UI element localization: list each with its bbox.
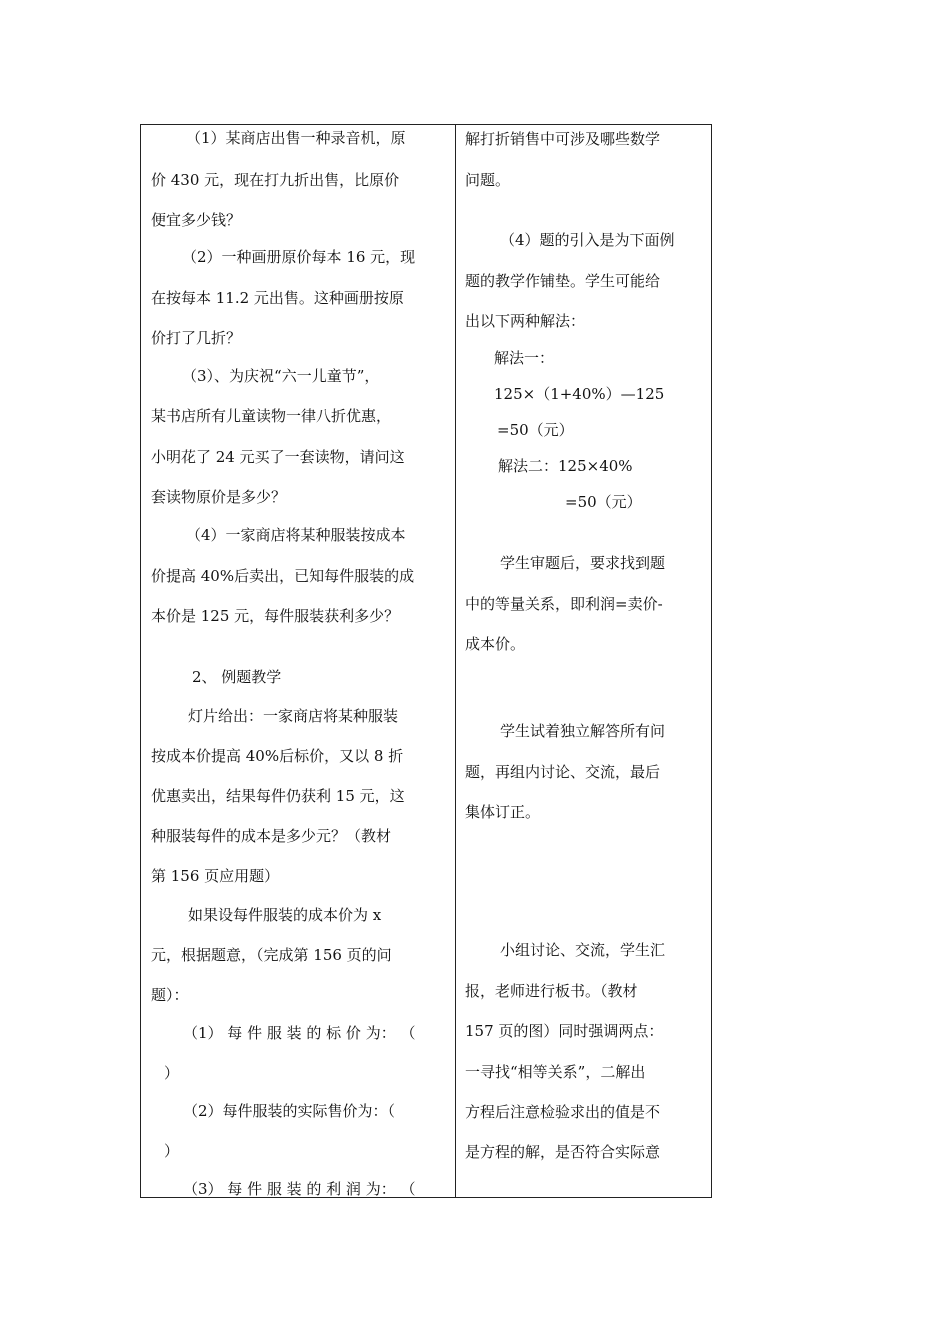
right-line: 成本价。	[465, 635, 526, 653]
left-line: （3）、为庆祝“六一儿童节”，	[182, 367, 380, 385]
left-line: （2）一种画册原价每本 16 元，现	[182, 248, 416, 266]
left-line: 元，根据题意，（完成第 156 页的问	[151, 946, 392, 964]
right-line: 小组讨论、交流，学生汇	[500, 941, 666, 959]
left-line: 2、 例题教学	[192, 668, 282, 686]
right-line: 中的等量关系，即利润=卖价-	[465, 595, 663, 613]
left-line: 题）：	[151, 986, 189, 1004]
left-line: 价提高 40%后卖出，已知每件服装的成	[151, 567, 415, 585]
left-line: 在按每本 11.2 元出售。这种画册按原	[151, 289, 404, 307]
right-line: 方程后注意检验求出的值是不	[465, 1103, 661, 1121]
left-line: ）	[164, 1064, 180, 1082]
left-line: 如果设每件服装的成本价为 x	[188, 906, 382, 924]
left-line: （3） 每 件 服 装 的 利 润 为： （	[183, 1180, 416, 1198]
right-line: 问题。	[465, 171, 511, 189]
left-line: 价 430 元，现在打九折出售，比原价	[151, 171, 400, 189]
left-line: （2）每件服装的实际售价为：（	[183, 1102, 396, 1120]
right-line: 解法一：	[494, 349, 555, 367]
left-line: 灯片给出：一家商店将某种服装	[188, 707, 399, 725]
right-line: 学生试着独立解答所有问	[500, 722, 666, 740]
right-line: 解打折销售中可涉及哪些数学	[465, 130, 661, 148]
column-divider	[455, 124, 456, 1198]
right-line: 学生审题后，要求找到题	[500, 554, 666, 572]
left-line: （1） 每 件 服 装 的 标 价 为： （	[183, 1024, 416, 1042]
right-line: 题的教学作铺垫。学生可能给	[465, 272, 661, 290]
left-line: 优惠卖出，结果每件仍获利 15 元，这	[151, 787, 405, 805]
right-line: （4）题的引入是为下面例	[500, 231, 675, 249]
left-line: 价打了几折？	[151, 329, 242, 347]
left-line: 某书店所有儿童读物一律八折优惠，	[151, 407, 392, 425]
right-line: 是方程的解，是否符合实际意	[465, 1143, 661, 1161]
right-line: 出以下两种解法：	[465, 312, 586, 330]
left-line: （4）一家商店将某种服装按成本	[186, 526, 406, 544]
right-line: 一寻找“相等关系”，二解出	[465, 1063, 646, 1081]
right-line: 157 页的图）同时强调两点：	[465, 1022, 664, 1040]
left-line: 按成本价提高 40%后标价，又以 8 折	[151, 747, 404, 765]
left-line: 种服装每件的成本是多少元？（教材	[151, 827, 392, 845]
right-line: =50（元）	[565, 493, 642, 511]
left-line: 第 156 页应用题）	[151, 867, 280, 885]
left-line: 套读物原价是多少？	[151, 488, 287, 506]
right-line: =50（元）	[497, 421, 574, 439]
right-line: 集体订正。	[465, 803, 541, 821]
right-line: 125×（1+40%）—125	[494, 385, 665, 403]
left-line: （1）某商店出售一种录音机，原	[186, 129, 406, 147]
left-line: ）	[164, 1142, 180, 1160]
right-line: 解法二：125×40%	[498, 457, 633, 475]
left-line: 小明花了 24 元买了一套读物，请问这	[151, 448, 405, 466]
right-line: 报，老师进行板书。（教材	[465, 982, 638, 1000]
right-line: 题，再组内讨论、交流，最后	[465, 763, 661, 781]
left-line: 便宜多少钱？	[151, 211, 242, 229]
left-line: 本价是 125 元，每件服装获利多少？	[151, 607, 400, 625]
